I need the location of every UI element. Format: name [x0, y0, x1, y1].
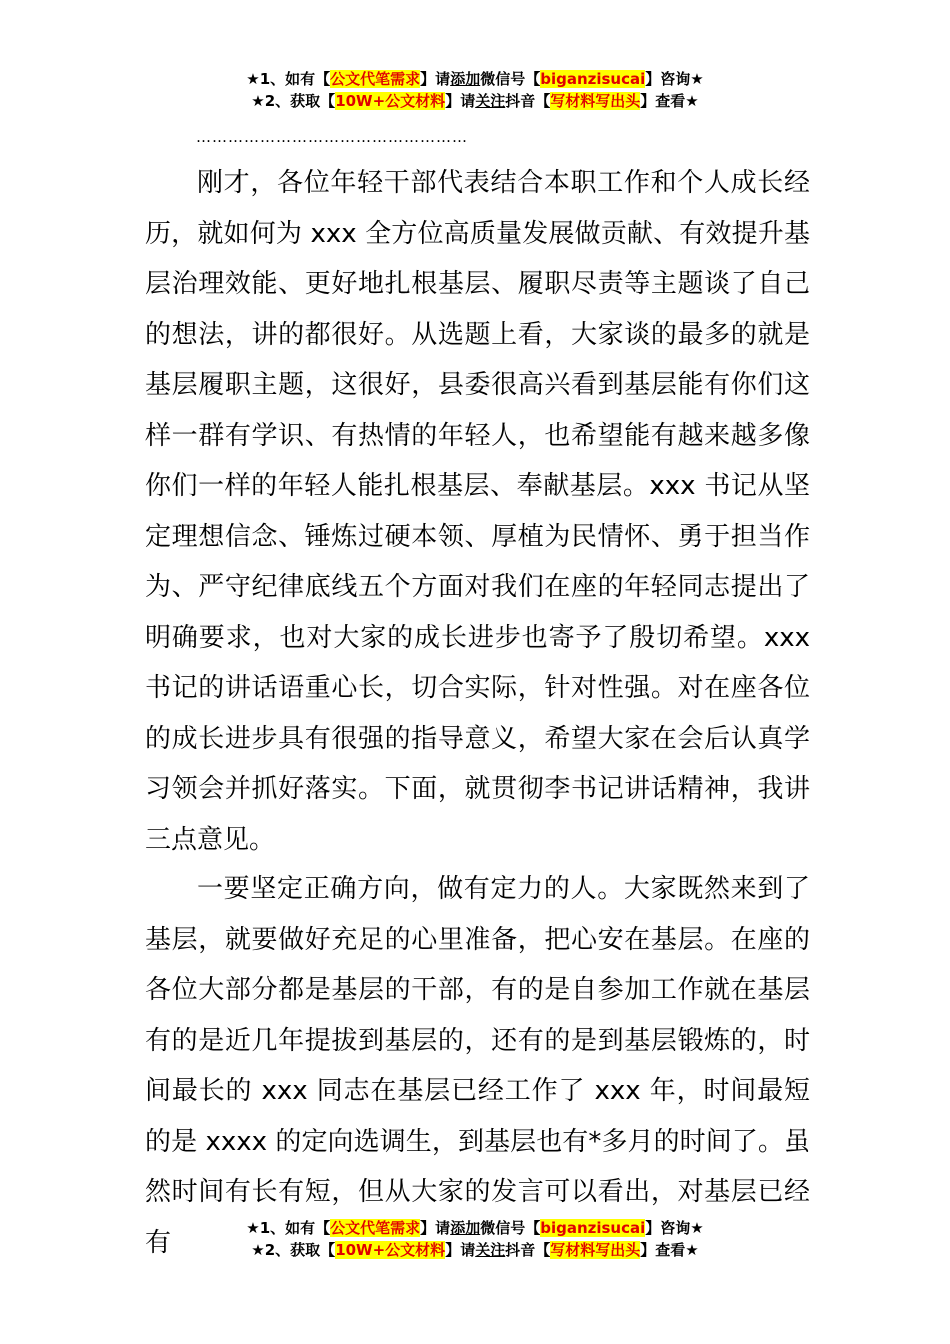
footer-line-2-mid-2: 抖音【 [505, 1241, 551, 1259]
footer-banner [0, 1217, 950, 1261]
footer-line-2-highlight-1: 10W+公文材料 [335, 1241, 446, 1259]
banner-line-1-prefix: ★1、如有【 [246, 70, 331, 88]
footer-banner-line-2 [0, 1239, 950, 1261]
footer-line-2-highlight-2: 写材料写出头 [550, 1241, 641, 1259]
banner-line-2-mid-2: 抖音【 [505, 92, 551, 110]
banner-line-2-highlight-1: 10W+公文材料 [335, 92, 446, 110]
footer-line-2-mid-1: 】请 [445, 1241, 476, 1259]
footer-line-1-highlight-2: biganzisucai [540, 1219, 646, 1237]
banner-line-1-mid-2: 微信号【 [480, 70, 541, 88]
body-text-block-2 [145, 864, 810, 1268]
footer-line-2-prefix: ★2、获取【 [251, 1241, 336, 1259]
footer-line-1-prefix: ★1、如有【 [246, 1219, 331, 1237]
header-banner [0, 68, 950, 112]
footer-line-2-suffix: 】查看★ [640, 1241, 699, 1259]
footer-line-1-mid-2: 微信号【 [480, 1219, 541, 1237]
banner-line-2-underlined: 关注 [475, 92, 506, 110]
banner-line-1-suffix: 】咨询★ [645, 70, 704, 88]
banner-line-1-underlined: 添加 [450, 70, 481, 88]
banner-line-2-suffix: 】查看★ [640, 92, 699, 110]
footer-banner-line-1 [0, 1217, 950, 1239]
footer-line-1-suffix: 】咨询★ [645, 1219, 704, 1237]
banner-line-2-mid-1: 】请 [445, 92, 476, 110]
banner-line-2-prefix: ★2、获取【 [251, 92, 336, 110]
footer-line-1-mid-1: 】请 [420, 1219, 451, 1237]
banner-line-2-highlight-2: 写材料写出头 [550, 92, 641, 110]
banner-line-1-mid-1: 】请 [420, 70, 451, 88]
banner-line-1-highlight-1: 公文代笔需求 [330, 70, 421, 88]
footer-line-2-underlined: 关注 [475, 1241, 506, 1259]
banner-line-1 [0, 68, 950, 90]
banner-line-1-highlight-2: biganzisucai [540, 70, 646, 88]
footer-line-1-highlight-1: 公文代笔需求 [330, 1219, 421, 1237]
paragraph-1: 刚才，各位年轻干部代表结合本职工作和个人成长经历，就如何为 xxx 全方位高质量发展做贡献、有效提升基层治理效能、更好地扎根基层、履职尽责等主题谈了自己的想法，讲的都很好。从选题上看，大家谈的最多的就是基层履职主题，这很好，县委很高兴看到基层能有你们这样一群有学识、有热情的年轻人，也希望能有越来越多像你们一样的年轻人能扎根基层、奉献基层。xxx 书记从坚定理想信念、锤炼过硬本领、厚植为民情怀、勇于担当作为、严守纪律底线五个方面对我们在座的年轻同志提出了明确要求，也对大家的成长进步也寄予了殷切希望。xxx 书记的讲话语重心长，切合实际，针对性强。对在座各位的成长进步具有很强的指导意义，希望大家在会后认真学习领会并抓好落实。下面，就贯彻李书记讲话精神，我讲三点意见。 [145, 168, 810, 855]
ellipsis-separator: …………………………………………… [196, 128, 468, 146]
paragraph-2: 一要坚定正确方向，做有定力的人。大家既然来到了基层，就要做好充足的心里准备，把心安在基层。在座的各位大部分都是基层的干部，有的是自参加工作就在基层有的是近几年提拔到基层的，还有的是到基层锻炼的，时间最长的 xxx 同志在基层已经工作了 xxx 年，时间最短的是 xxxx 的定向选调生，到基层也有*多月的时间了。虽然时间有长有短，但从大家的发言可以看出，对基层已经有 [145, 874, 810, 1258]
banner-line-2 [0, 90, 950, 112]
body-text-block-1 [145, 158, 810, 865]
footer-line-1-underlined: 添加 [450, 1219, 481, 1237]
